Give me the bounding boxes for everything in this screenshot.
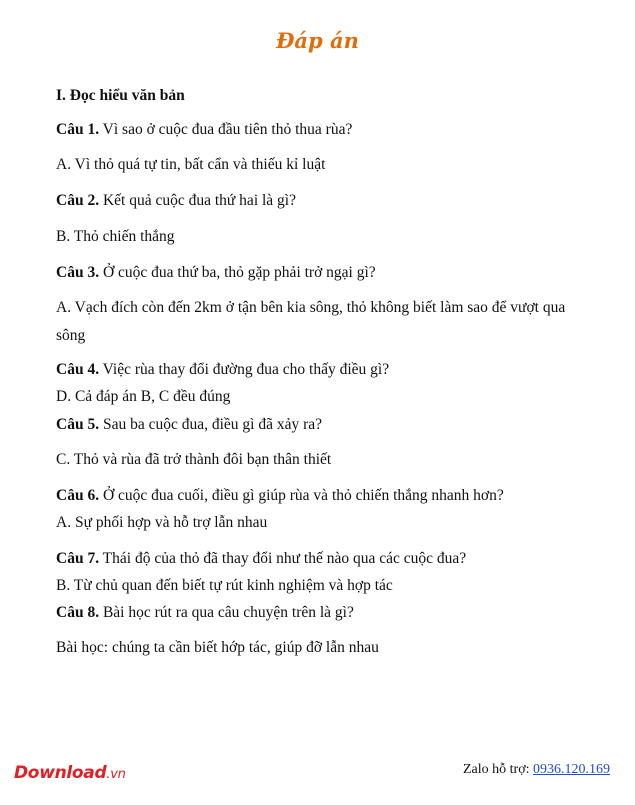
question-6 <box>56 484 596 508</box>
phone-link[interactable]: 0936.120.169 <box>533 762 610 777</box>
question-4 <box>56 358 596 382</box>
page-title: Đáp án <box>276 28 359 53</box>
answer-2: B. Thỏ chiến thắng <box>56 228 175 245</box>
section-heading: I. Đọc hiểu văn bản <box>56 87 185 104</box>
question-label: Câu 2. <box>56 192 100 209</box>
question-1 <box>56 118 596 142</box>
question-label: Câu 7. <box>56 550 100 567</box>
question-text: Việc rùa thay đổi đường đua cho thấy điều gì? <box>99 361 390 378</box>
question-label: Câu 5. <box>56 416 100 433</box>
question-2 <box>56 189 596 213</box>
question-3 <box>56 261 596 285</box>
question-label: Câu 8. <box>56 604 100 621</box>
answer-6: A. Sự phối hợp và hỗ trợ lẫn nhau <box>56 514 268 531</box>
answer-8: Bài học: chúng ta cần biết hớp tác, giúp đỡ lẫn nhau <box>56 639 379 656</box>
question-text: Kết quả cuộc đua thứ hai là gì? <box>99 192 296 209</box>
answer-3: A. Vạch đích còn đến 2km ở tận bên kia sông, thỏ không biết làm sao để vượt qua sông <box>56 299 566 344</box>
question-text: Bài học rút ra qua câu chuyện trên là gì? <box>99 604 354 621</box>
answer-5: C. Thỏ và rùa đã trở thành đôi bạn thân thiết <box>56 451 332 468</box>
question-text: Sau ba cuộc đua, điều gì đã xảy ra? <box>99 416 323 433</box>
question-7 <box>56 547 596 571</box>
question-text: Ở cuộc đua thứ ba, thỏ gặp phải trở ngại gì? <box>99 264 376 281</box>
question-label: Câu 4. <box>56 361 100 378</box>
question-8 <box>56 601 596 625</box>
question-label: Câu 3. <box>56 264 100 281</box>
question-label: Câu 1. <box>56 121 100 138</box>
download-vn-logo <box>14 763 126 783</box>
footer-contact <box>463 762 610 778</box>
answer-4: D. Cả đáp án B, C đều đúng <box>56 388 231 405</box>
question-5 <box>56 413 596 437</box>
logo-suffix-text: .vn <box>106 767 126 782</box>
question-text: Vì sao ở cuộc đua đầu tiên thỏ thua rùa? <box>99 121 353 138</box>
question-label: Câu 6. <box>56 487 100 504</box>
contact-label: Zalo hỗ trợ: <box>463 762 533 777</box>
answer-1: A. Vì thỏ quá tự tin, bất cẩn và thiếu kỉ luật <box>56 156 326 173</box>
answer-7: B. Từ chủ quan đến biết tự rút kinh nghiệm và hợp tác <box>56 577 393 594</box>
question-text: Thái độ của thỏ đã thay đổi như thế nào qua các cuộc đua? <box>99 550 467 567</box>
question-text: Ở cuộc đua cuối, điều gì giúp rùa và thỏ chiến thắng nhanh hơn? <box>99 487 504 504</box>
logo-main-text: Download <box>14 763 107 783</box>
